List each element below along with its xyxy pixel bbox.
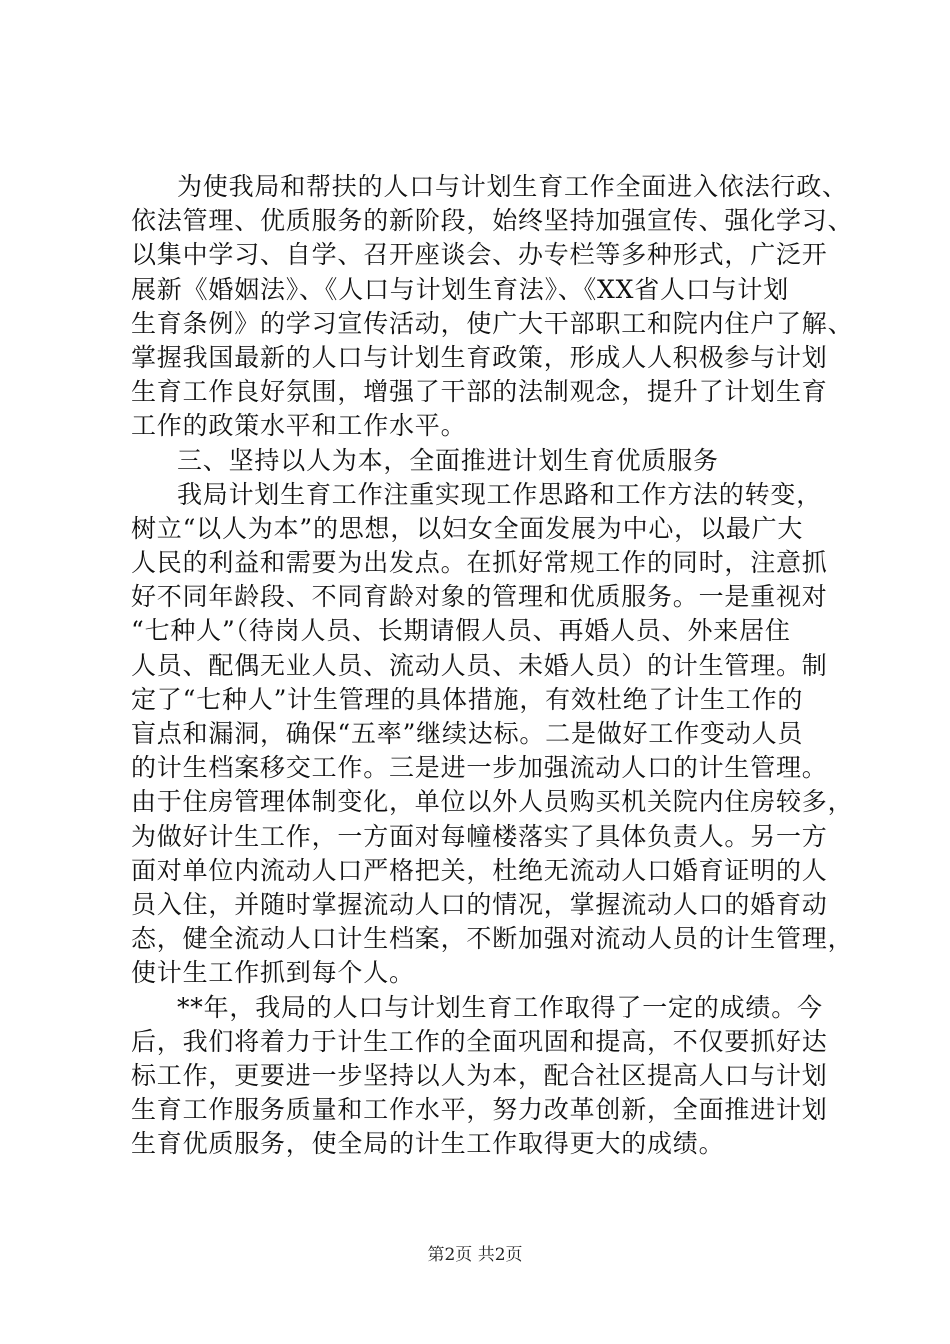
text-line: 生育工作服务质量和工作水平，努力改革创新，全面推进计划 <box>131 1095 828 1125</box>
text-line: “七种人”（待岗人员、长期请假人员、再婚人员、外来居住 <box>131 616 791 646</box>
paragraph <box>131 478 854 991</box>
section-heading <box>131 444 851 478</box>
heading-line: 三、坚持以人为本，全面推进计划生育优质服务 <box>177 445 719 475</box>
text-line: 我局计划生育工作注重实现工作思路和工作方法的转变， <box>177 479 823 509</box>
page-number: 第2页 共2页 <box>427 1245 523 1265</box>
text-line: 生育条例》的学习宣传活动，使广大干部职工和院内住户了解、 <box>131 308 854 338</box>
text-line: 由于住房管理体制变化，单位以外人员购买机关院内住房较多， <box>131 787 854 817</box>
text-line: 使计生工作抓到每个人。 <box>131 958 415 988</box>
text-line: 人民的利益和需要为出发点。在抓好常规工作的同时，注意抓 <box>131 548 828 578</box>
page-footer <box>0 1244 950 1266</box>
document-body <box>131 170 854 1161</box>
text-line: 定了“七种人”计生管理的具体措施，有效杜绝了计生工作的 <box>131 684 804 714</box>
text-line: 标工作，更要进一步坚持以人为本，配合社区提高人口与计划 <box>131 1060 828 1090</box>
text-line: 面对单位内流动人口严格把关，杜绝无流动人口婚育证明的人 <box>131 855 828 885</box>
text-line: 后，我们将着力于计生工作的全面巩固和提高，不仅要抓好达 <box>131 1026 828 1056</box>
text-line: **年，我局的人口与计划生育工作取得了一定的成绩。今 <box>177 992 823 1022</box>
text-line: 掌握我国最新的人口与计划生育政策，形成人人积极参与计划 <box>131 342 828 372</box>
text-line: 盲点和漏洞，确保“五率”继续达标。二是做好工作变动人员 <box>131 719 804 748</box>
text-line: 依法管理、优质服务的新阶段，始终坚持加强宣传、强化学习、 <box>131 206 854 236</box>
text-line: 工作的政策水平和工作水平。 <box>131 411 467 441</box>
text-line: 好不同年龄段、不同育龄对象的管理和优质服务。一是重视对 <box>131 582 828 612</box>
text-line: 生育优质服务，使全局的计生工作取得更大的成绩。 <box>131 1129 725 1159</box>
text-line: 展新《婚姻法》、《人口与计划生育法》、《XX省人口与计划 <box>131 274 789 304</box>
text-line: 生育工作良好氛围，增强了干部的法制观念，提升了计划生育 <box>131 377 828 407</box>
text-line: 的计生档案移交工作。三是进一步加强流动人口的计生管理。 <box>131 753 828 783</box>
text-line: 为使我局和帮扶的人口与计划生育工作全面进入依法行政、 <box>177 172 848 201</box>
paragraph <box>131 170 854 444</box>
paragraph <box>131 991 851 1162</box>
text-line: 树立“以人为本”的思想，以妇女全面发展为中心，以最广大 <box>131 513 804 543</box>
text-line: 员入住，并随时掌握流动人口的情况，掌握流动人口的婚育动 <box>131 889 828 919</box>
text-line: 人员、配偶无业人员、流动人员、未婚人员）的计生管理。制 <box>131 650 828 680</box>
text-line: 为做好计生工作，一方面对每幢楼落实了具体负责人。另一方 <box>131 821 828 851</box>
text-line: 以集中学习、自学、召开座谈会、办专栏等多种形式，广泛开 <box>131 240 828 270</box>
text-line: 态，健全流动人口计生档案，不断加强对流动人员的计生管理， <box>131 924 854 954</box>
